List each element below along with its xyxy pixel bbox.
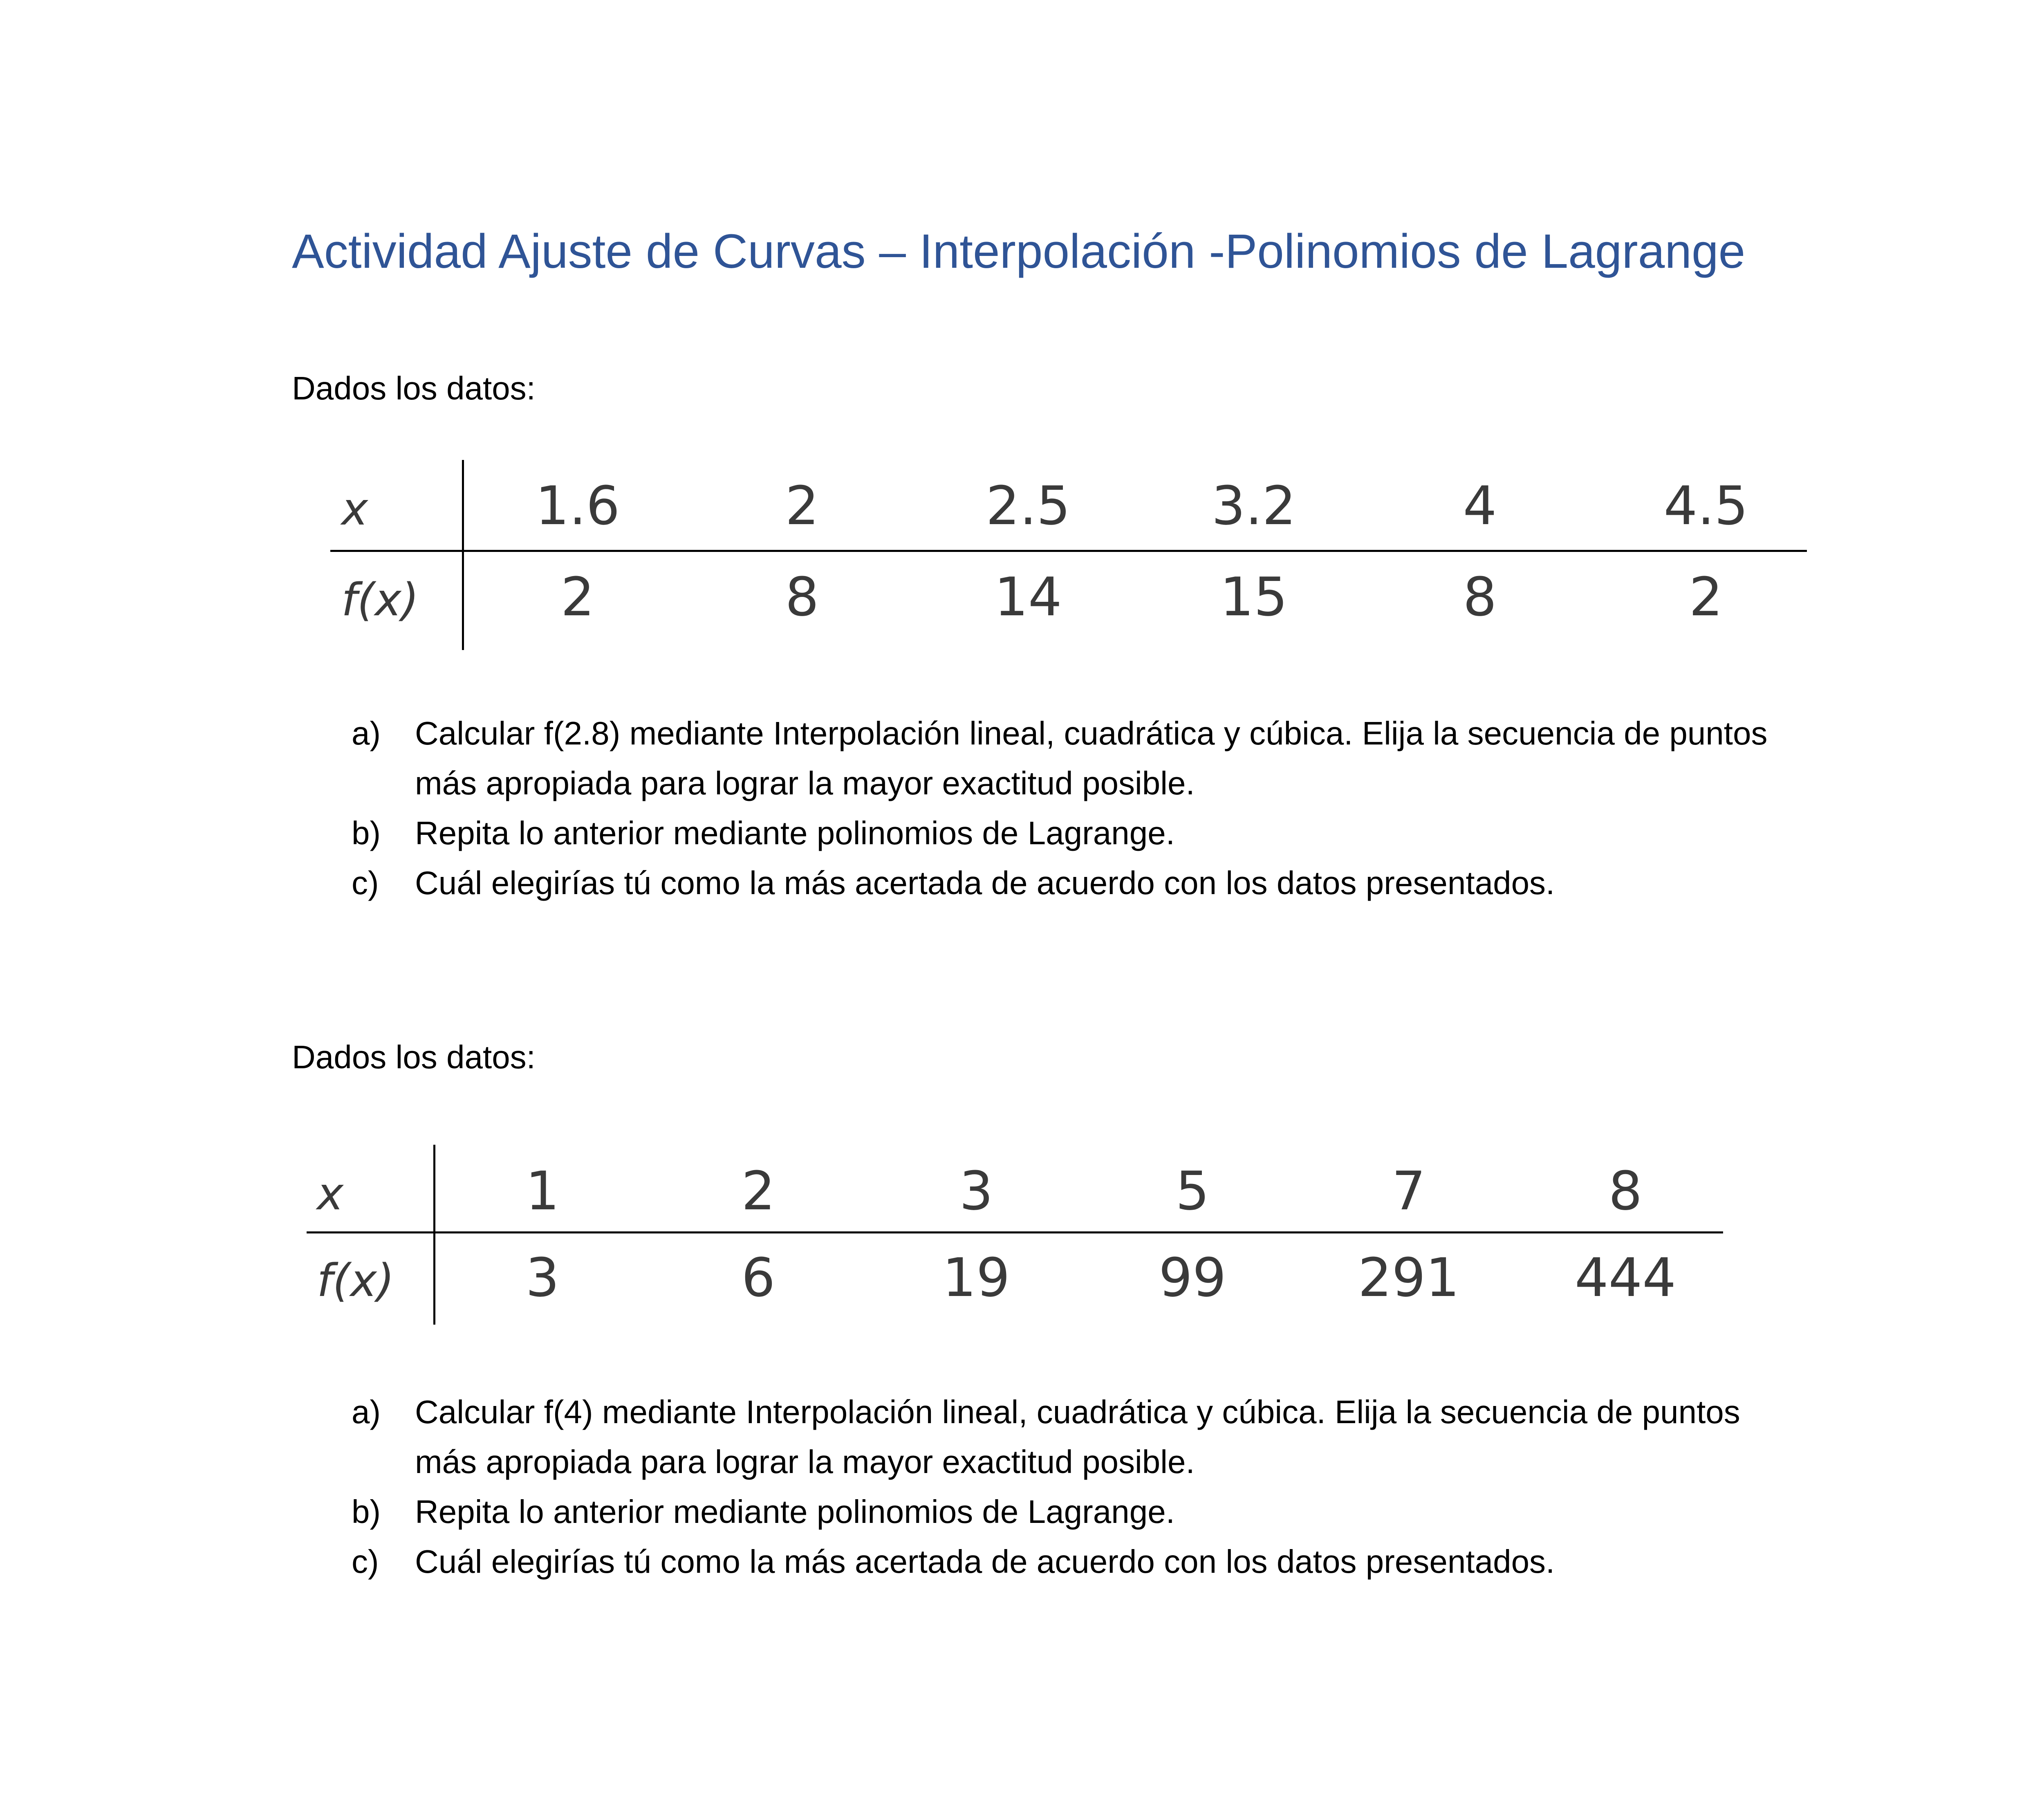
table-2-x-cell: 3	[959, 1160, 993, 1222]
table-1-fx-label: f(x)	[341, 574, 419, 626]
table-2-x-cell: 2	[741, 1160, 775, 1222]
question-item	[352, 1537, 1782, 1587]
table-2-fx-cell: 3	[525, 1247, 560, 1309]
table-2-fx-cell: 291	[1358, 1247, 1460, 1309]
table-2-x-label: x	[317, 1168, 344, 1220]
table-1-x-cell: 2.5	[986, 475, 1071, 537]
table-2-fx-cell: 99	[1159, 1247, 1226, 1309]
table-1-horizontal-divider	[330, 550, 1807, 552]
section-2-questions	[352, 1387, 1782, 1587]
table-2-horizontal-divider	[307, 1231, 1723, 1233]
table-1-fx-cell: 2	[560, 566, 595, 628]
question-marker: b)	[352, 815, 381, 851]
table-2-x-cell: 5	[1175, 1160, 1210, 1222]
table-2-fx-cell: 6	[741, 1247, 775, 1309]
question-text: Repita lo anterior mediante polinomios de Lagrange.	[415, 815, 1175, 851]
question-item	[352, 808, 1782, 858]
table-2-x-cell: 7	[1392, 1160, 1426, 1222]
question-marker: a)	[352, 715, 381, 751]
question-text: Calcular f(2.8) mediante Interpolación lineal, cuadrática y cúbica. Elija la secuencia de puntos más apropiada para lograr la mayor exactitud posible.	[415, 715, 1768, 801]
table-1-fx-cell: 2	[1689, 566, 1723, 628]
table-2-fx-cell: 444	[1574, 1247, 1676, 1309]
table-1-x-cell: 4.5	[1663, 475, 1748, 537]
table-1-vertical-divider	[462, 460, 464, 650]
question-marker: c)	[352, 865, 379, 901]
question-item	[352, 1387, 1782, 1487]
table-1-fx-cell: 8	[1463, 566, 1497, 628]
question-marker: a)	[352, 1394, 381, 1430]
table-1-x-label: x	[341, 483, 368, 535]
table-1-x-cell: 2	[785, 475, 819, 537]
question-marker: b)	[352, 1493, 381, 1530]
table-1-fx-cell: 8	[785, 566, 819, 628]
question-item	[352, 858, 1782, 908]
table-2-fx-label: f(x)	[317, 1254, 394, 1307]
question-marker: c)	[352, 1543, 379, 1580]
question-text: Cuál elegirías tú como la más acertada de acuerdo con los datos presentados.	[415, 865, 1555, 901]
question-item	[352, 709, 1782, 808]
question-text: Calcular f(4) mediante Interpolación lineal, cuadrática y cúbica. Elija la secuencia de puntos más apropiada para lograr la mayor exactitud posible.	[415, 1394, 1740, 1480]
table-2-fx-cell: 19	[942, 1247, 1010, 1309]
question-item	[352, 1487, 1782, 1537]
table-2-x-cell: 8	[1608, 1160, 1643, 1222]
section-2-intro: Dados los datos:	[292, 1039, 536, 1075]
table-1-fx-cell: 15	[1220, 566, 1288, 628]
page-title: Actividad Ajuste de Curvas – Interpolación -Polinomios de Lagrange	[292, 224, 1746, 278]
question-text: Repita lo anterior mediante polinomios de Lagrange.	[415, 1493, 1175, 1530]
table-1-x-cell: 3.2	[1211, 475, 1296, 537]
section-1-intro: Dados los datos:	[292, 370, 536, 406]
table-1-x-cell: 4	[1463, 475, 1497, 537]
question-text: Cuál elegirías tú como la más acertada de acuerdo con los datos presentados.	[415, 1543, 1555, 1580]
table-2-x-cell: 1	[525, 1160, 560, 1222]
table-1-x-cell: 1.6	[535, 475, 620, 537]
table-2-vertical-divider	[433, 1145, 435, 1325]
section-1-questions	[352, 709, 1782, 908]
table-1-fx-cell: 14	[994, 566, 1062, 628]
